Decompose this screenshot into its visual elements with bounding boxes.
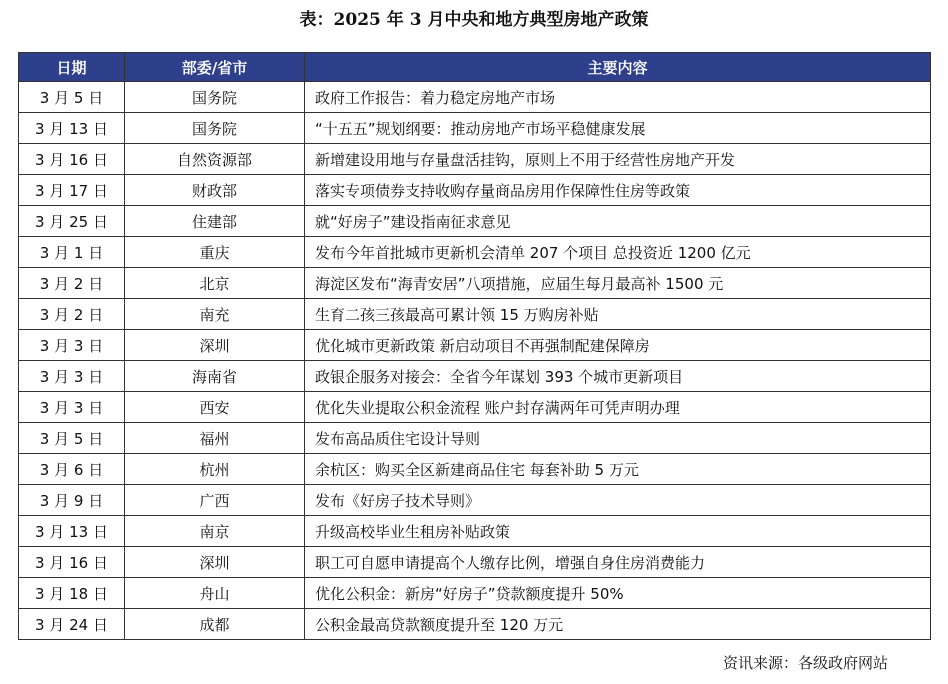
table-body [19,82,931,640]
cell-content: 优化公积金：新房“好房子”贷款额度提升 50% [305,578,931,609]
table-row [19,299,931,330]
table-row [19,392,931,423]
cell-content: 发布《好房子技术导则》 [305,485,931,516]
cell-dept: 西安 [125,392,305,423]
table-row [19,237,931,268]
cell-date: 3 月 6 日 [19,454,125,485]
cell-date: 3 月 2 日 [19,299,125,330]
table-row [19,175,931,206]
cell-dept: 财政部 [125,175,305,206]
header-content: 主要内容 [305,53,931,82]
cell-dept: 海南省 [125,361,305,392]
cell-content: 就“好房子”建设指南征求意见 [305,206,931,237]
policy-table [18,52,931,640]
cell-content: 政银企服务对接会：全省今年谋划 393 个城市更新项目 [305,361,931,392]
table-row [19,82,931,113]
cell-date: 3 月 5 日 [19,82,125,113]
cell-content: 公积金最高贷款额度提升至 120 万元 [305,609,931,640]
cell-dept: 重庆 [125,237,305,268]
cell-dept: 成都 [125,609,305,640]
table-row [19,144,931,175]
cell-date: 3 月 13 日 [19,113,125,144]
table-row [19,268,931,299]
cell-content: 职工可自愿申请提高个人缴存比例，增强自身住房消费能力 [305,547,931,578]
cell-date: 3 月 13 日 [19,516,125,547]
source-note: 资讯来源：各级政府网站 [722,654,888,672]
cell-date: 3 月 24 日 [19,609,125,640]
table-row [19,206,931,237]
cell-date: 3 月 1 日 [19,237,125,268]
cell-dept: 广西 [125,485,305,516]
table-row [19,578,931,609]
cell-dept: 自然资源部 [125,144,305,175]
cell-content: 优化城市更新政策 新启动项目不再强制配建保障房 [305,330,931,361]
cell-content: 落实专项债券支持收购存量商品房用作保障性住房等政策 [305,175,931,206]
cell-content: 余杭区：购买全区新建商品住宅 每套补助 5 万元 [305,454,931,485]
table-row [19,609,931,640]
cell-dept: 南充 [125,299,305,330]
cell-content: 升级高校毕业生租房补贴政策 [305,516,931,547]
cell-content: 海淀区发布“海青安居”八项措施，应届生每月最高补 1500 元 [305,268,931,299]
cell-dept: 福州 [125,423,305,454]
cell-date: 3 月 17 日 [19,175,125,206]
header-row [19,53,931,82]
cell-date: 3 月 25 日 [19,206,125,237]
table-row [19,485,931,516]
table-row [19,330,931,361]
cell-date: 3 月 16 日 [19,144,125,175]
header-date: 日期 [19,53,125,82]
cell-date: 3 月 5 日 [19,423,125,454]
cell-date: 3 月 3 日 [19,361,125,392]
cell-content: 政府工作报告：着力稳定房地产市场 [305,82,931,113]
cell-content: 优化失业提取公积金流程 账户封存满两年可凭声明办理 [305,392,931,423]
table-row [19,113,931,144]
cell-content: 生育二孩三孩最高可累计领 15 万购房补贴 [305,299,931,330]
cell-content: 发布高品质住宅设计导则 [305,423,931,454]
cell-date: 3 月 2 日 [19,268,125,299]
cell-content: 新增建设用地与存量盘活挂钩，原则上不用于经营性房地产开发 [305,144,931,175]
cell-dept: 南京 [125,516,305,547]
header-dept: 部委/省市 [125,53,305,82]
cell-content: “十五五”规划纲要：推动房地产市场平稳健康发展 [305,113,931,144]
cell-date: 3 月 3 日 [19,330,125,361]
cell-dept: 舟山 [125,578,305,609]
cell-dept: 国务院 [125,113,305,144]
cell-date: 3 月 3 日 [19,392,125,423]
cell-dept: 深圳 [125,330,305,361]
cell-content: 发布今年首批城市更新机会清单 207 个项目 总投资近 1200 亿元 [305,237,931,268]
cell-dept: 北京 [125,268,305,299]
cell-date: 3 月 18 日 [19,578,125,609]
cell-dept: 国务院 [125,82,305,113]
table-row [19,454,931,485]
table-title: 表：2025 年 3 月中央和地方典型房地产政策 [299,10,649,30]
table-row [19,516,931,547]
cell-dept: 住建部 [125,206,305,237]
cell-dept: 杭州 [125,454,305,485]
cell-date: 3 月 9 日 [19,485,125,516]
table-row [19,423,931,454]
cell-dept: 深圳 [125,547,305,578]
table-row [19,361,931,392]
table-row [19,547,931,578]
cell-date: 3 月 16 日 [19,547,125,578]
